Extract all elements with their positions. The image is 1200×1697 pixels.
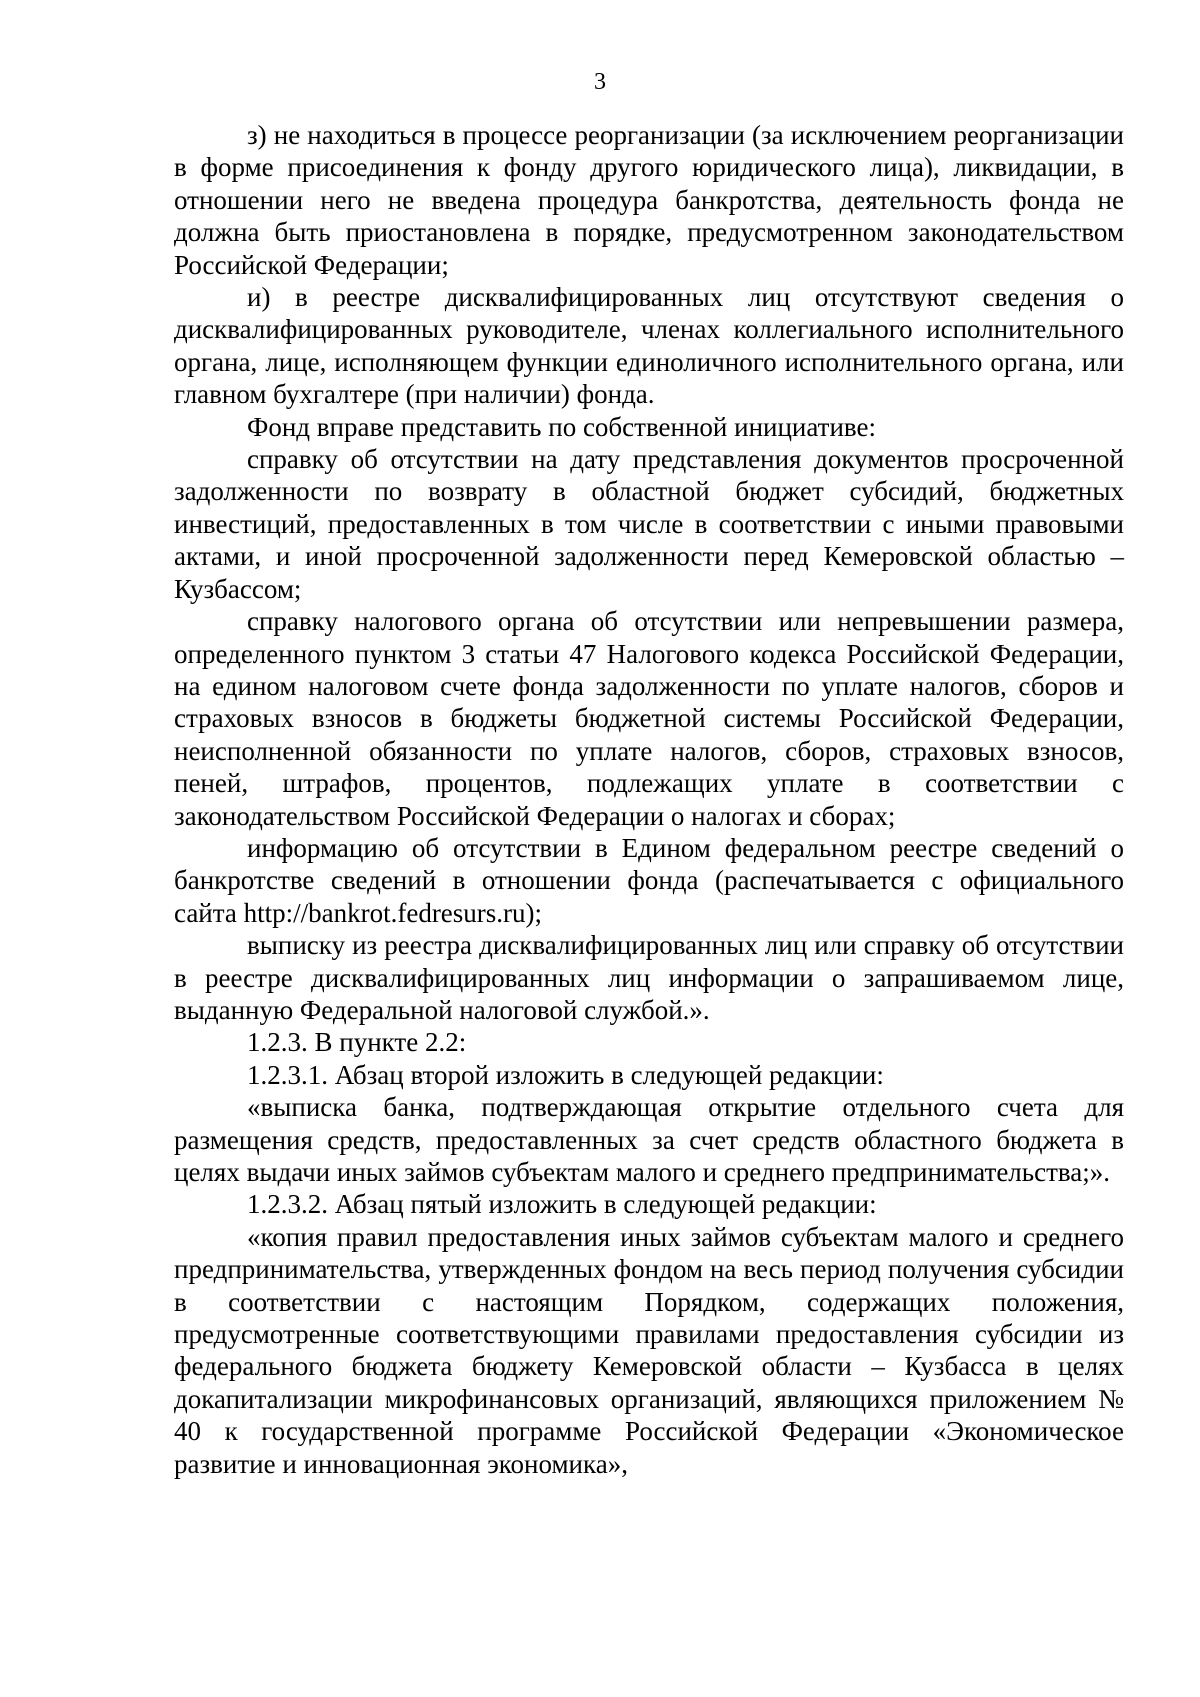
paragraph-item-z: з) не находиться в процессе реорганизации (за исключением реорганизации в форме присоединения к фонду другого юридического лица), ликвидации, в отношении него не введена процедура банкротства, деятельность фонда не должна быть приостановлена в порядке, предусмотренном законодательством Российской Федерации; [174, 120, 1124, 280]
page-number: 3 [594, 69, 606, 95]
paragraph-fund-may-submit: Фонд вправе представить по собственной инициативе: [247, 411, 876, 442]
document-body [174, 119, 1124, 1480]
paragraph-clause-1-2-3-1: 1.2.3.1. Абзац второй изложить в следующей редакции: [247, 1059, 884, 1090]
paragraph-clause-1-2-3-2: 1.2.3.2. Абзац пятый изложить в следующей редакции: [247, 1189, 877, 1220]
paragraph-tax-certificate: справку налогового органа об отсутствии или непревышении размера, определенного пунктом 3 статьи 47 Налогового кодекса Российской Федерации, на едином налоговом счете фонда задолженности по уплате налогов, сборов и страховых взносов в бюджеты бюджетной системы Российской Федерации, неисполненной обязанности по уплате налогов, сборов, страховых взносов, пеней, штрафов, процентов, подлежащих уплате в соответствии с законодательством Российской Федерации о налогах и сборах; [174, 606, 1124, 831]
paragraph-loan-rules-copy: «копия правил предоставления иных займов субъектам малого и среднего предпринимательства, утвержденных фондом на весь период получения субсидии в соответствии с настоящим Порядком, содержащих положения, предусмотренные соответствующими правилами предоставления субсидии из федерального бюджета бюджету Кемеровской области – Кузбасса в целях докапитализации микрофинансовых организаций, являющихся приложением № 40 к государственной программе Российской Федерации «Экономическое развитие и инновационная экономика», [174, 1221, 1124, 1479]
paragraph-item-i: и) в реестре дисквалифицированных лиц отсутствуют сведения о дисквалифицированных руководителе, членах коллегиального исполнительного органа, лице, исполняющем функции единоличного исполнительного органа, или главном бухгалтере (при наличии) фонда. [174, 282, 1124, 410]
paragraph-debt-certificate: справку об отсутствии на дату представления документов просроченной задолженности по возврату в областной бюджет субсидий, бюджетных инвестиций, предоставленных в том числе в соответствии с иными правовыми актами, и иной просроченной задолженности перед Кемеровской областью – Кузбассом; [174, 444, 1124, 604]
paragraph-bank-statement: «выписка банка, подтверждающая открытие отдельного счета для размещения средств, предоставленных за счет средств областного бюджета в целях выдачи иных займов субъектам малого и среднего предпринимательства;». [174, 1092, 1124, 1187]
paragraph-clause-1-2-3: 1.2.3. В пункте 2.2: [247, 1027, 467, 1058]
paragraph-disqualified-extract: выписку из реестра дисквалифицированных лиц или справку об отсутствии в реестре дисквалифицированных лиц информации о запрашиваемом лице, выданную Федеральной налоговой службой.». [174, 930, 1124, 1025]
paragraph-bankruptcy-info: информацию об отсутствии в Едином федеральном реестре сведений о банкротстве сведений в отношении фонда (распечатывается с официального сайта http://bankrot.fedresurs.ru); [174, 832, 1124, 928]
